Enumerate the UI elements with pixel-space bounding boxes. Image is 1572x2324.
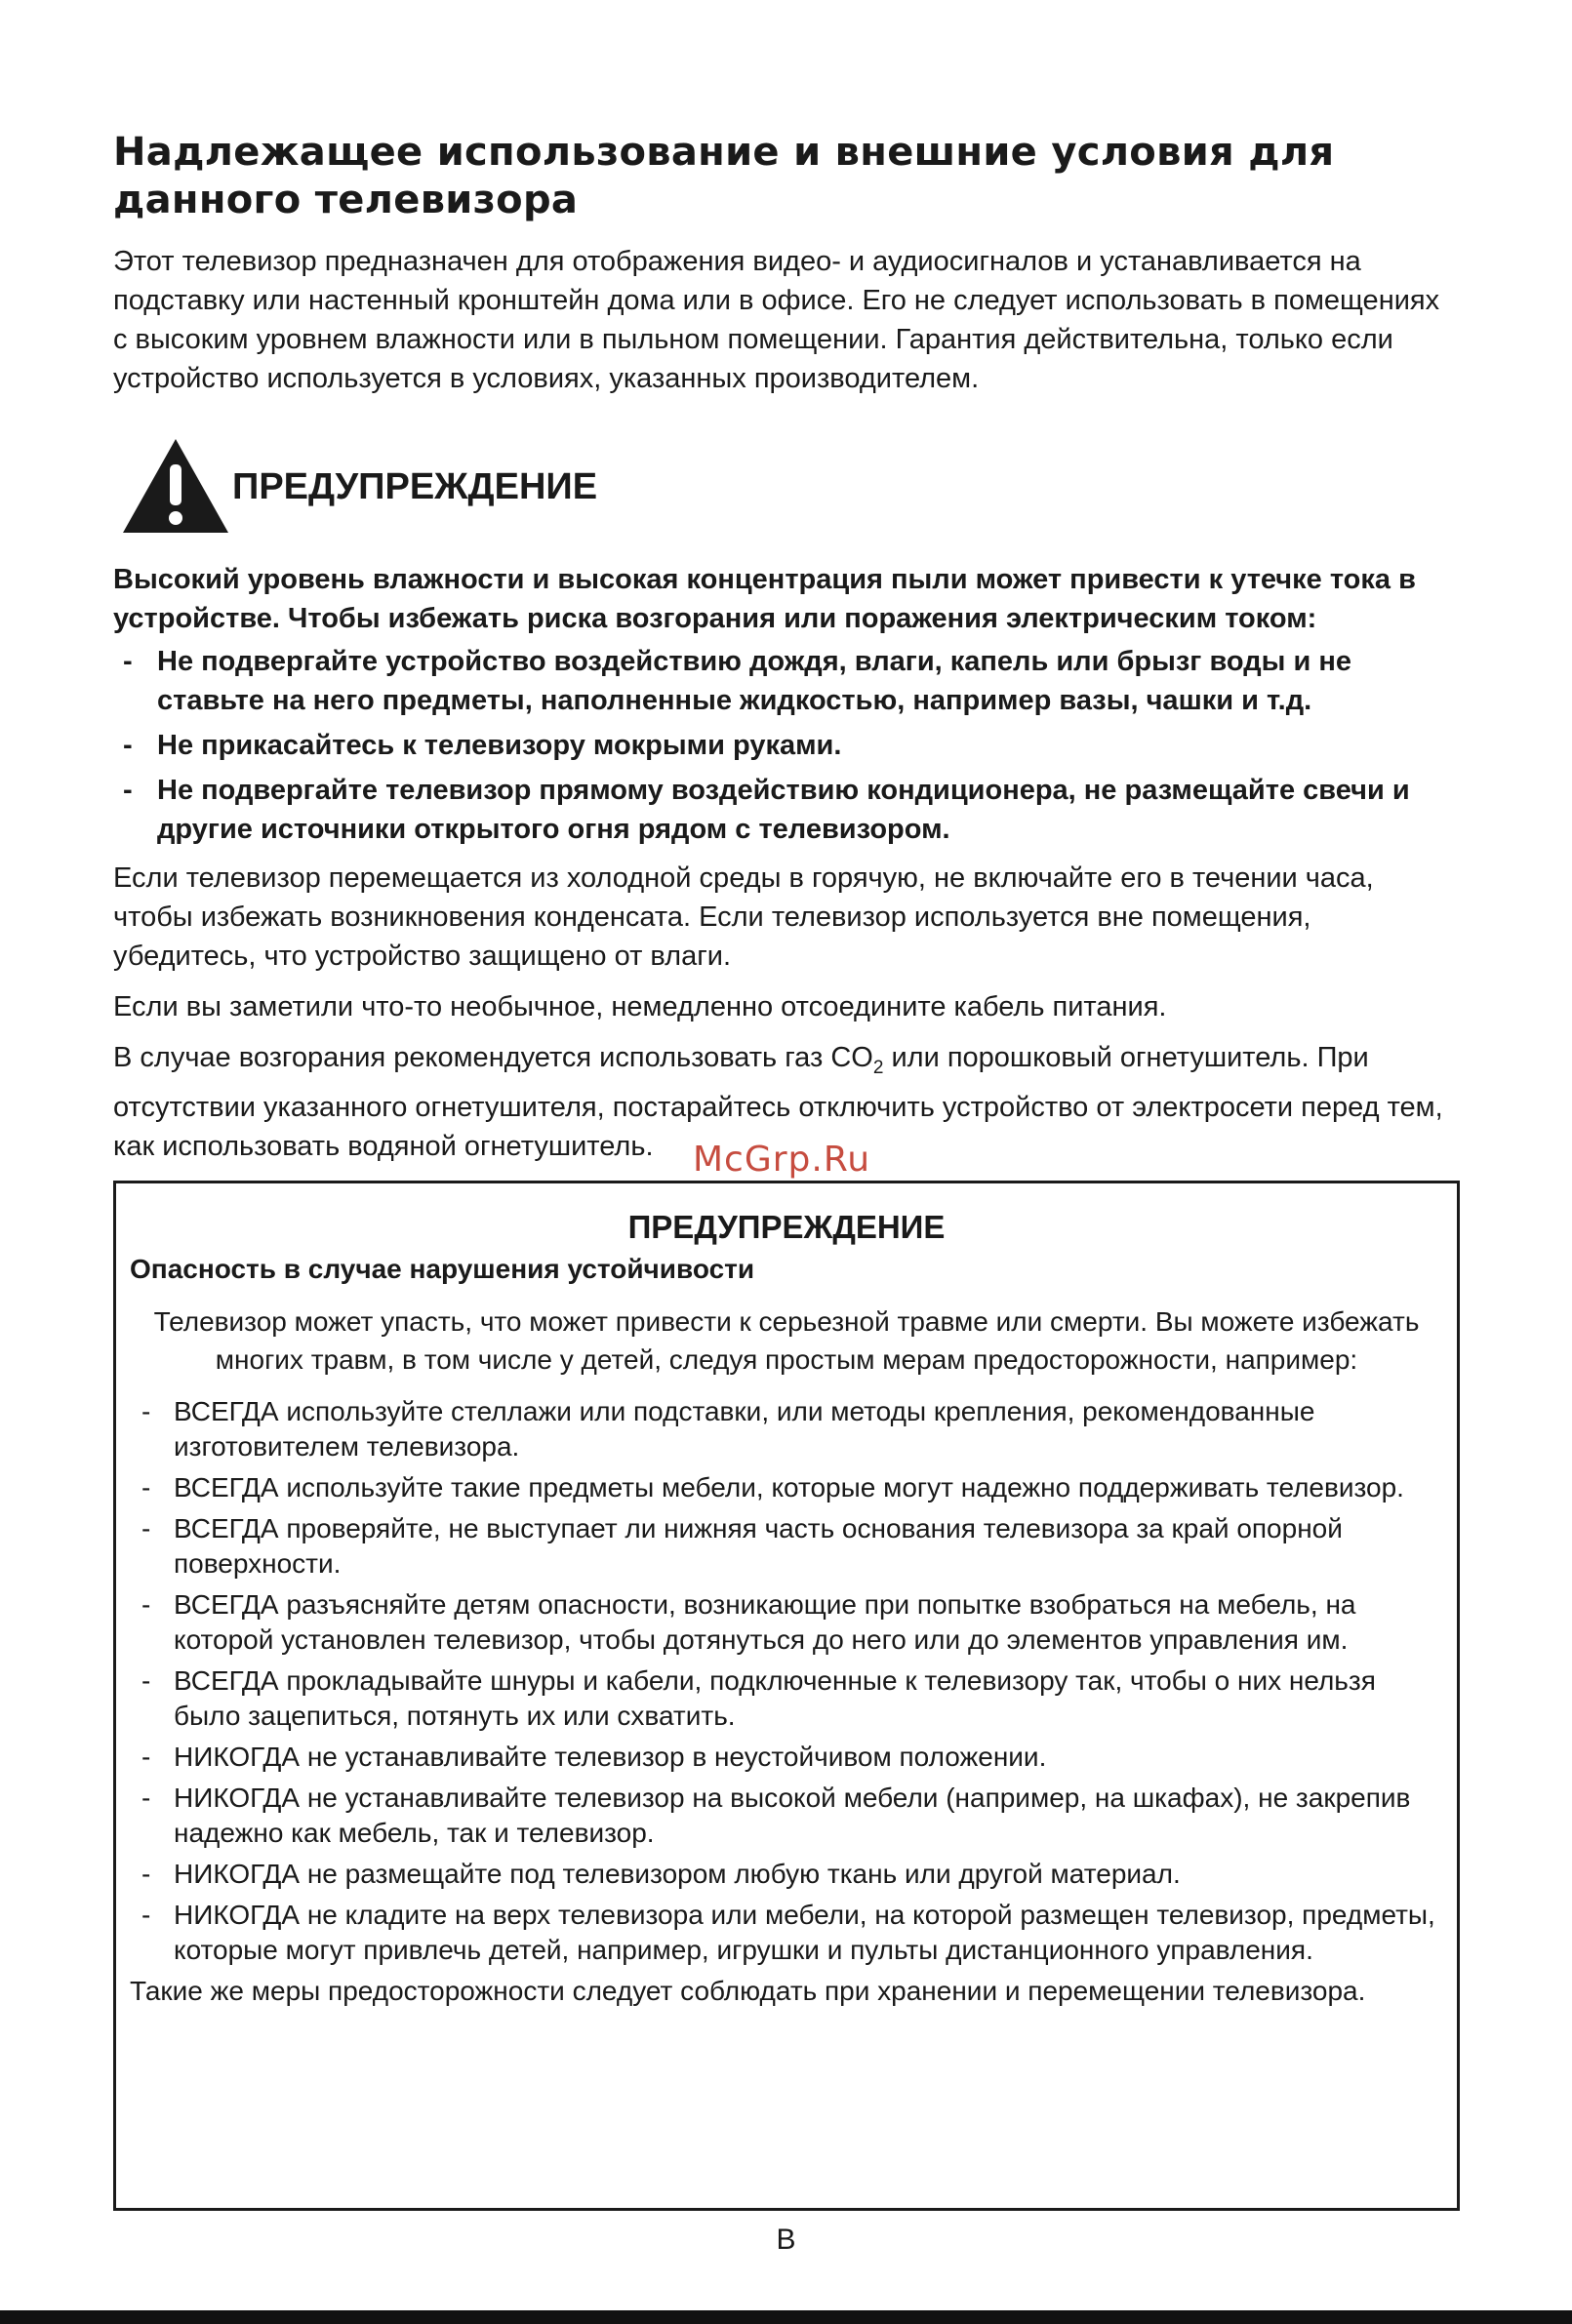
warning-header <box>113 437 1450 546</box>
box-footer: Такие же меры предосторожности следует соблюдать при хранении и перемещении телевизора. <box>130 1976 1366 2006</box>
watermark: McGrp.Ru <box>693 1140 871 1180</box>
list-marker: - <box>123 646 133 677</box>
list-item: - Не подвергайте телевизор прямому воздействию кондиционера, не размещайте свечи и другие источники открытого огня рядом с телевизором. <box>113 771 1450 849</box>
list-item: - НИКОГДА не размещайте под телевизором любую ткань или другой материал. <box>130 1857 1443 1892</box>
intro-paragraph: Этот телевизор предназначен для отображения видео- и аудиосигналов и устанавливается на подставку или настенный кронштейн дома или в офисе. Его не следует использовать в помещениях с высоким уровнем влажности или в пыльном помещении. Гарантия действительна, только если устройство используется в условиях, указанных производителем. <box>113 246 1440 394</box>
list-marker: - <box>141 1900 151 1930</box>
list-marker: - <box>141 1859 151 1889</box>
unusual-paragraph: Если вы заметили что-то необычное, немедленно отсоедините кабель питания. <box>113 991 1167 1022</box>
list-item: - ВСЕГДА используйте стеллажи или подставки, или методы крепления, рекомендованные изготовителем телевизора. <box>141 1396 1315 1462</box>
list-item: - ВСЕГДА разъясняйте детям опасности, возникающие при попытке взобраться на мебель, на которой установлен телевизор, чтобы дотянуться до него или до элементов управления им. <box>141 1589 1356 1655</box>
list-marker: - <box>141 1513 151 1543</box>
list-marker: - <box>141 1783 151 1813</box>
box-list <box>130 1394 1443 1968</box>
list-item: - ВСЕГДА прокладывайте шнуры и кабели, подключенные к телевизору так, чтобы о них нельзя было зацепиться, потянуть их или схватить. <box>141 1665 1376 1731</box>
list-marker: - <box>123 775 133 806</box>
list-marker: - <box>123 730 133 761</box>
section-heading: Надлежащее использование и внешние условия для данного телевизора <box>113 130 1335 222</box>
list-item: - НИКОГДА не кладите на верх телевизора или мебели, на которой размещен телевизор, предметы, которые могут привлечь детей, например, игрушки и пульты дистанционного управления. <box>141 1900 1435 1965</box>
list-marker: - <box>141 1472 151 1503</box>
box-subtitle: Опасность в случае нарушения устойчивости <box>130 1254 755 1284</box>
fire-paragraph: В случае возгорания рекомендуется использовать газ $CO_2$ или порошковый огнетушитель. При отсутствии указанного огнетушителя, постарайтесь отключить устройство от электросети перед тем, как использовать водяной огнетушитель. <box>113 1042 1443 1162</box>
warning-list <box>113 642 1450 849</box>
warning-triangle-icon <box>121 437 230 535</box>
box-lead: Телевизор может упасть, что может привести к серьезной травме или смерти. Вы можете избежать многих травм, в том числе у детей, следуя простым мерам предосторожности, например: <box>153 1306 1420 1375</box>
list-item: - Не подвергайте устройство воздействию дождя, влаги, капель или брызг воды и не ставьте на него предметы, наполненные жидкостью, например вазы, чашки и т.д. <box>113 642 1450 720</box>
list-marker: - <box>141 1742 151 1772</box>
list-item: - ВСЕГДА используйте такие предметы мебели, которые могут надежно поддерживать телевизор. <box>130 1470 1443 1505</box>
list-marker: - <box>141 1396 151 1426</box>
condensation-paragraph: Если телевизор перемещается из холодной среды в горячую, не включайте его в течении часа, чтобы избежать возникновения конденсата. Если телевизор используется вне помещения, убедитесь, что устройство защищено от влаги. <box>113 862 1374 972</box>
box-title: ПРЕДУПРЕЖДЕНИЕ <box>627 1209 946 1245</box>
warning-title: ПРЕДУПРЕЖДЕНИЕ <box>232 466 598 507</box>
list-item: - ВСЕГДА проверяйте, не выступает ли нижняя часть основания телевизора за край опорной поверхности. <box>141 1513 1343 1579</box>
subscript: 2 <box>872 1057 884 1078</box>
list-item: - НИКОГДА не устанавливайте телевизор на высокой мебели (например, на шкафах), не закрепив надежно как мебель, так и телевизор. <box>141 1783 1411 1848</box>
list-item: - НИКОГДА не устанавливайте телевизор в неустойчивом положении. <box>130 1740 1443 1775</box>
document-page <box>113 129 1450 1166</box>
list-item: - Не прикасайтесь к телевизору мокрыми руками. <box>113 726 1450 765</box>
stability-warning-box <box>113 1181 1460 2211</box>
page-number: В <box>776 2224 796 2256</box>
warning-lead: Высокий уровень влажности и высокая концентрация пыли может привести к утечке тока в устройстве. Чтобы избежать риска возгорания или поражения электрическим током: <box>113 564 1416 634</box>
bottom-edge-bar <box>0 2310 1572 2324</box>
list-marker: - <box>141 1665 151 1696</box>
list-marker: - <box>141 1589 151 1620</box>
